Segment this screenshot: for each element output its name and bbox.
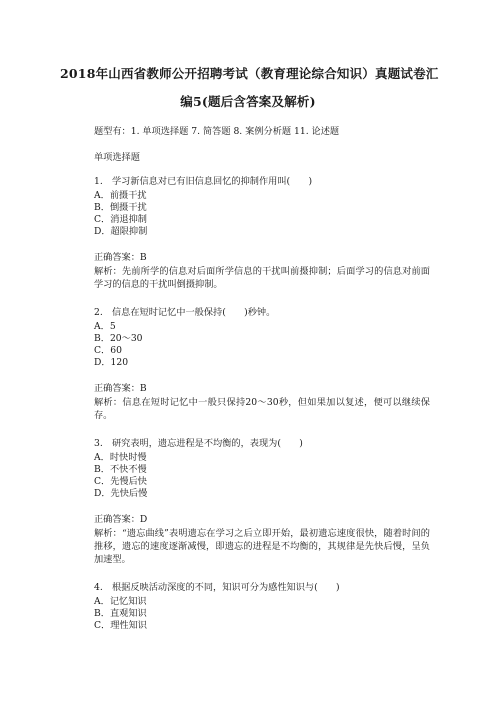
option-a: A．记忆知识	[94, 596, 147, 607]
analysis: 解析：先前所学的信息对后面所学信息的干扰叫前摄抑制；后面学习的信息对前面学习的信息的干扰叫倒摄抑制。	[94, 266, 430, 290]
analysis: 解析：“遗忘曲线”表明遗忘在学习之后立即开始，最初遗忘速度很快，随着时间的推移，遗忘的速度逐渐减慢，即遗忘的进程是不均衡的，其规律是先快后慢，呈负加速型。	[94, 528, 430, 565]
analysis: 解析：信息在短时记忆中一般只保持20～30秒，但如果加以复述，便可以继续保存。	[94, 397, 430, 421]
option-a: A．前摄干扰	[94, 190, 147, 201]
question-types: 题型有：1. 单项选择题 7. 简答题 8. 案例分析题 11. 论述题	[94, 126, 340, 137]
option-d: D．120	[94, 357, 129, 368]
document-title-line-2: 编5(题后含答案及解析)	[180, 94, 316, 109]
option-b: B．直观知识	[94, 608, 147, 619]
option-d: D．先快后慢	[94, 488, 148, 499]
question-stem: 3. 研究表明，遗忘进程是不均衡的，表现为( )	[94, 438, 303, 449]
option-b: B．倒摄干扰	[94, 202, 147, 213]
option-d: D．超限抑制	[94, 226, 148, 237]
correct-answer: 正确答案：B	[94, 383, 147, 394]
option-c: C．先慢后快	[94, 476, 147, 487]
question-stem: 1. 学习新信息对已有旧信息回忆的抑制作用叫( )	[94, 176, 313, 187]
option-c: C．理性知识	[94, 620, 147, 631]
option-c: C．60	[94, 345, 122, 356]
option-a: A．5	[94, 321, 116, 332]
correct-answer: 正确答案：D	[94, 514, 148, 525]
document-title-line-1: 2018年山西省教师公开招聘考试（教育理论综合知识）真题试卷汇	[60, 66, 439, 81]
option-a: A．时快时慢	[94, 452, 147, 463]
question-stem: 2. 信息在短时记忆中一般保持( )秒钟。	[94, 307, 276, 318]
option-b: B．不快不慢	[94, 464, 147, 475]
option-b: B．20～30	[94, 333, 143, 344]
question-stem: 4. 根据反映活动深度的不同，知识可分为感性知识与( )	[94, 582, 340, 593]
option-c: C．消退抑制	[94, 214, 147, 225]
section-heading: 单项选择题	[94, 152, 140, 163]
correct-answer: 正确答案：B	[94, 252, 147, 263]
